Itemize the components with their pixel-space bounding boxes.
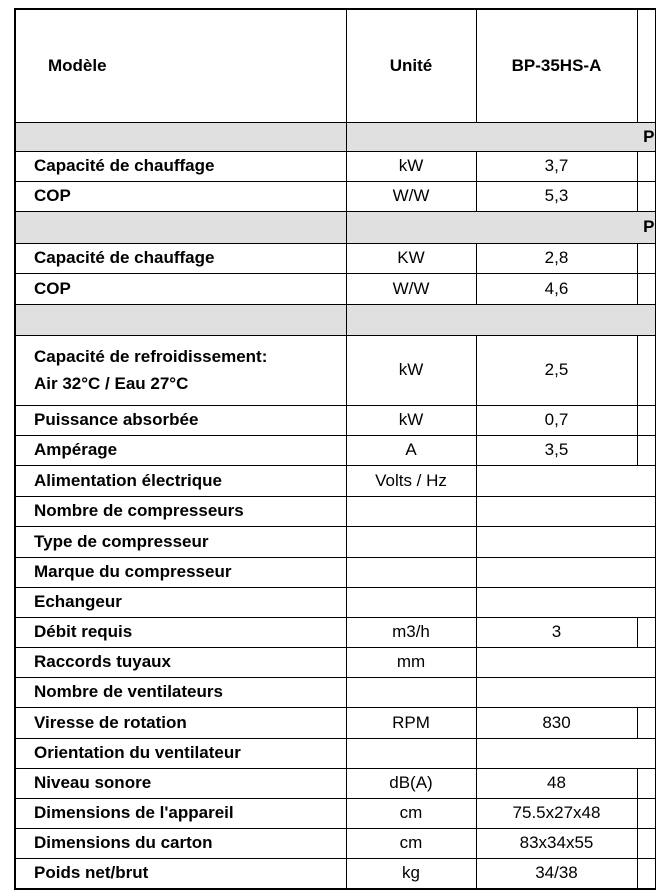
row-label: COP [15,181,346,211]
row-value: 5,3 [476,181,637,211]
table-row [15,496,655,526]
row-value: 2,5 [476,335,637,405]
row-label: Orientation du ventilateur [15,738,346,768]
row-label: Nombre de ventilateurs [15,677,346,707]
row-label: COP [15,273,346,304]
row-value [476,738,655,768]
row-label: Niveau sonore [15,768,346,798]
row-value [476,647,655,677]
row-label: Marque du compresseur [15,557,346,587]
row-label: Alimentation électrique [15,465,346,496]
row-unit: kW [346,405,476,435]
model-name-header: BP-35HS-A [476,9,637,122]
row-value: 75.5x27x48 [476,798,637,828]
row-value: 3,7 [476,151,637,181]
row-value: 2,8 [476,243,637,273]
row-label: Capacité de chauffage [15,243,346,273]
table-row [15,526,655,557]
row-value [476,587,655,617]
row-value: 0,7 [476,405,637,435]
table-row [15,768,655,798]
table-row [15,181,655,211]
row-value: 4,6 [476,273,637,304]
row-unit: W/W [346,273,476,304]
row-label: Echangeur [15,587,346,617]
row-label: Capacité de chauffage [15,151,346,181]
unit-header: Unité [346,9,476,122]
table-row [15,273,655,304]
table-row [15,617,655,647]
row-unit: cm [346,828,476,858]
row-label: Poids net/brut [15,858,346,889]
section-band-label: P [346,122,655,151]
row-unit: kW [346,151,476,181]
row-unit: Volts / Hz [346,465,476,496]
row-unit [346,496,476,526]
row-label: Ampérage [15,435,346,465]
row-label: Nombre de compresseurs [15,496,346,526]
section-band-label [346,304,655,335]
table-row [15,405,655,435]
row-value: 3 [476,617,637,647]
table-row [15,465,655,496]
row-value [476,465,655,496]
row-value [476,677,655,707]
section-band [15,211,655,243]
table-row [15,587,655,617]
row-label: Puissance absorbée [15,405,346,435]
row-label: Dimensions de l'appareil [15,798,346,828]
row-unit: W/W [346,181,476,211]
row-label: Viresse de rotation [15,707,346,738]
table-row [15,335,655,405]
row-label: Dimensions du carton [15,828,346,858]
row-label: Type de compresseur [15,526,346,557]
row-label: Débit requis [15,617,346,647]
row-value [476,526,655,557]
row-unit: kW [346,335,476,405]
table-row [15,435,655,465]
row-unit [346,557,476,587]
row-value [476,557,655,587]
row-unit: RPM [346,707,476,738]
model-header: Modèle [15,9,346,122]
row-unit: mm [346,647,476,677]
row-unit: m3/h [346,617,476,647]
table-row [15,798,655,828]
table-row [15,243,655,273]
row-unit: kg [346,858,476,889]
row-unit: KW [346,243,476,273]
section-band [15,122,655,151]
header-row [15,9,655,122]
table-row [15,557,655,587]
row-unit: dB(A) [346,768,476,798]
table-row [15,647,655,677]
table-row [15,677,655,707]
row-value: 3,5 [476,435,637,465]
row-unit [346,677,476,707]
table-row [15,151,655,181]
row-value [476,496,655,526]
row-label: Capacité de refroidissement: Air 32°C / Eau 27°C [15,335,346,405]
table-row [15,738,655,768]
row-value: 48 [476,768,637,798]
row-unit [346,738,476,768]
section-band-label: P [346,211,655,243]
row-value: 34/38 [476,858,637,889]
row-unit [346,587,476,617]
table-row [15,828,655,858]
spec-table [14,8,656,890]
table-row [15,858,655,889]
row-unit [346,526,476,557]
row-unit: A [346,435,476,465]
row-label: Raccords tuyaux [15,647,346,677]
section-band [15,304,655,335]
row-value: 830 [476,707,637,738]
row-value: 83x34x55 [476,828,637,858]
row-unit: cm [346,798,476,828]
table-row [15,707,655,738]
